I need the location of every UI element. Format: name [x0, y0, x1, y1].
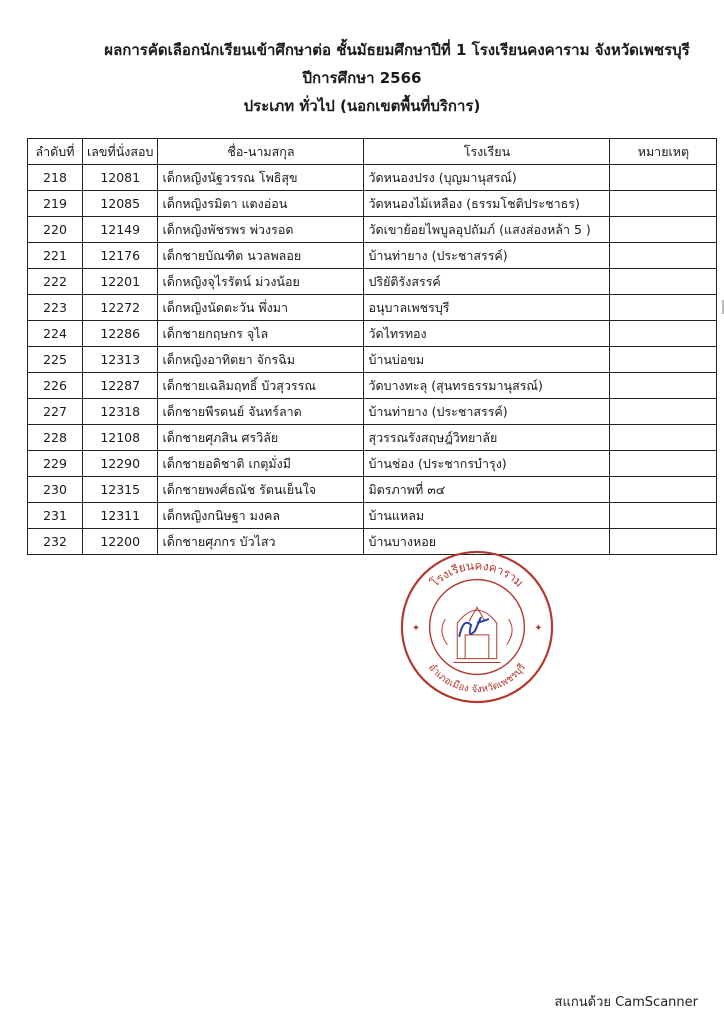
cell-order: 230 — [28, 477, 83, 503]
school-seal-stamp — [398, 548, 556, 706]
cell-note — [610, 425, 717, 451]
cell-full-name: เด็กชายพงศ์ธณัช รัตนเย็นใจ — [158, 477, 364, 503]
cell-note — [610, 191, 717, 217]
cell-seat-number: 12108 — [83, 425, 158, 451]
cell-seat-number: 12290 — [83, 451, 158, 477]
cell-note — [610, 373, 717, 399]
academic-year: ปีการศึกษา 2566 — [302, 69, 422, 87]
cell-school: บ้านช่อง (ประชากรบำรุง) — [364, 451, 610, 477]
cell-school: อนุบาลเพชรบุรี — [364, 295, 610, 321]
cell-seat-number: 12085 — [83, 191, 158, 217]
cell-order: 223 — [28, 295, 83, 321]
cell-school: วัดหนองไม้เหลือง (ธรรมโชติประชาธร) — [364, 191, 610, 217]
cell-order: 229 — [28, 451, 83, 477]
header-school: โรงเรียน — [364, 139, 610, 165]
cell-full-name: เด็กหญิงจุไรรัตน์ ม่วงน้อย — [158, 269, 364, 295]
document-title: ผลการคัดเลือกนักเรียนเข้าศึกษาต่อ ชั้นมัธยมศึกษาปีที่ 1 โรงเรียนคงคาราม จังหวัดเพชรบุรี — [104, 41, 690, 59]
header-order: ลำดับที่ — [28, 139, 83, 165]
cell-order: 225 — [28, 347, 83, 373]
table-row — [28, 503, 717, 529]
stamp-emblem — [442, 607, 512, 662]
cell-note — [610, 503, 717, 529]
cell-seat-number: 12081 — [83, 165, 158, 191]
table-row — [28, 321, 717, 347]
cell-order: 224 — [28, 321, 83, 347]
cell-order: 222 — [28, 269, 83, 295]
cell-seat-number: 12315 — [83, 477, 158, 503]
header-full-name: ชื่อ-นามสกุล — [158, 139, 364, 165]
cell-full-name: เด็กหญิงอาทิตยา จักรฉิม — [158, 347, 364, 373]
cell-note — [610, 165, 717, 191]
cell-seat-number: 12318 — [83, 399, 158, 425]
cell-school: วัดหนองปรง (บุญมานุสรณ์) — [364, 165, 610, 191]
cell-seat-number: 12287 — [83, 373, 158, 399]
cell-order: 220 — [28, 217, 83, 243]
table-row — [28, 165, 717, 191]
cell-full-name: เด็กหญิงนัดตะวัน พึ่งมา — [158, 295, 364, 321]
cell-full-name: เด็กชายอดิชาติ เกตุมั่งมี — [158, 451, 364, 477]
camscanner-watermark: สแกนด้วย CamScanner — [554, 995, 698, 1010]
cell-school: วัดบางทะลุ (สุนทรธรรมานุสรณ์) — [364, 373, 610, 399]
cell-full-name: เด็กชายศุภสิน ศรวิลัย — [158, 425, 364, 451]
cell-full-name: เด็กชายกฤษกร จุไล — [158, 321, 364, 347]
table-row — [28, 191, 717, 217]
cell-seat-number: 12286 — [83, 321, 158, 347]
cell-note — [610, 399, 717, 425]
table-row — [28, 269, 717, 295]
table-row — [28, 373, 717, 399]
cell-school: บ้านท่ายาง (ประชาสรรค์) — [364, 243, 610, 269]
table-header-row — [28, 139, 717, 165]
stamp-bottom-text: อำเภอเมือง จังหวัดเพชรบุรี — [425, 661, 528, 696]
cell-seat-number: 12200 — [83, 529, 158, 555]
cell-note — [610, 295, 717, 321]
cell-note — [610, 451, 717, 477]
cell-seat-number: 12311 — [83, 503, 158, 529]
cell-full-name: เด็กชายศุภกร บัวไสว — [158, 529, 364, 555]
cell-school: ปริยัติรังสรรค์ — [364, 269, 610, 295]
cell-school: บ้านบ่อขม — [364, 347, 610, 373]
cell-school: บ้านบางหอย — [364, 529, 610, 555]
admission-category: ประเภท ทั่วไป (นอกเขตพื้นที่บริการ) — [243, 97, 481, 115]
cell-note — [610, 321, 717, 347]
cell-note — [610, 269, 717, 295]
cell-seat-number: 12313 — [83, 347, 158, 373]
cell-order: 231 — [28, 503, 83, 529]
header-seat-number: เลขที่นั่งสอบ — [83, 139, 158, 165]
document-title-block — [0, 36, 724, 120]
stamp-right-star: ✦ — [534, 622, 543, 634]
cell-school: บ้านแหลม — [364, 503, 610, 529]
table-row — [28, 217, 717, 243]
cell-note — [610, 477, 717, 503]
cell-note — [610, 217, 717, 243]
cell-full-name: เด็กหญิงนัฐวรรณ โพธิสุข — [158, 165, 364, 191]
table-row — [28, 425, 717, 451]
cell-school: วัดไทรทอง — [364, 321, 610, 347]
cell-order: 221 — [28, 243, 83, 269]
signature-mark — [459, 617, 489, 637]
cell-order: 218 — [28, 165, 83, 191]
table-row — [28, 347, 717, 373]
header-note: หมายเหตุ — [610, 139, 717, 165]
cell-order: 219 — [28, 191, 83, 217]
cell-note — [610, 529, 717, 555]
table-row — [28, 243, 717, 269]
cell-full-name: เด็กชายเฉลิมฤทธิ์ บัวสุวรรณ — [158, 373, 364, 399]
stamp-left-star: ✦ — [411, 622, 421, 634]
cell-full-name: เด็กชายบัณฑิต นวลพลอย — [158, 243, 364, 269]
cell-order: 228 — [28, 425, 83, 451]
cell-school: มิตรภาพที่ ๓๔ — [364, 477, 610, 503]
cell-full-name: เด็กชายพีรดนย์ จันทร์ลาด — [158, 399, 364, 425]
cell-seat-number: 12201 — [83, 269, 158, 295]
table-row — [28, 529, 717, 555]
table-row — [28, 451, 717, 477]
table-row — [28, 399, 717, 425]
cell-full-name: เด็กหญิงกนิษฐา มงคล — [158, 503, 364, 529]
results-table — [27, 138, 717, 555]
cell-note — [610, 243, 717, 269]
cell-school: สุวรรณรังสฤษฎ์วิทยาลัย — [364, 425, 610, 451]
cell-school: วัดเขาย้อยไพบูลอุปถัมภ์ (แสงส่องหล้า 5 ) — [364, 217, 610, 243]
cell-seat-number: 12176 — [83, 243, 158, 269]
cell-full-name: เด็กหญิงพัชรพร พ่วงรอด — [158, 217, 364, 243]
cell-order: 227 — [28, 399, 83, 425]
cell-order: 232 — [28, 529, 83, 555]
cell-seat-number: 12272 — [83, 295, 158, 321]
cell-note — [610, 347, 717, 373]
table-row — [28, 295, 717, 321]
table-row — [28, 477, 717, 503]
stamp-top-text: โรงเรียนคงคาราม — [427, 558, 527, 590]
cell-seat-number: 12149 — [83, 217, 158, 243]
cell-school: บ้านท่ายาง (ประชาสรรค์) — [364, 399, 610, 425]
cell-full-name: เด็กหญิงรมิตา แตงอ่อน — [158, 191, 364, 217]
cell-order: 226 — [28, 373, 83, 399]
